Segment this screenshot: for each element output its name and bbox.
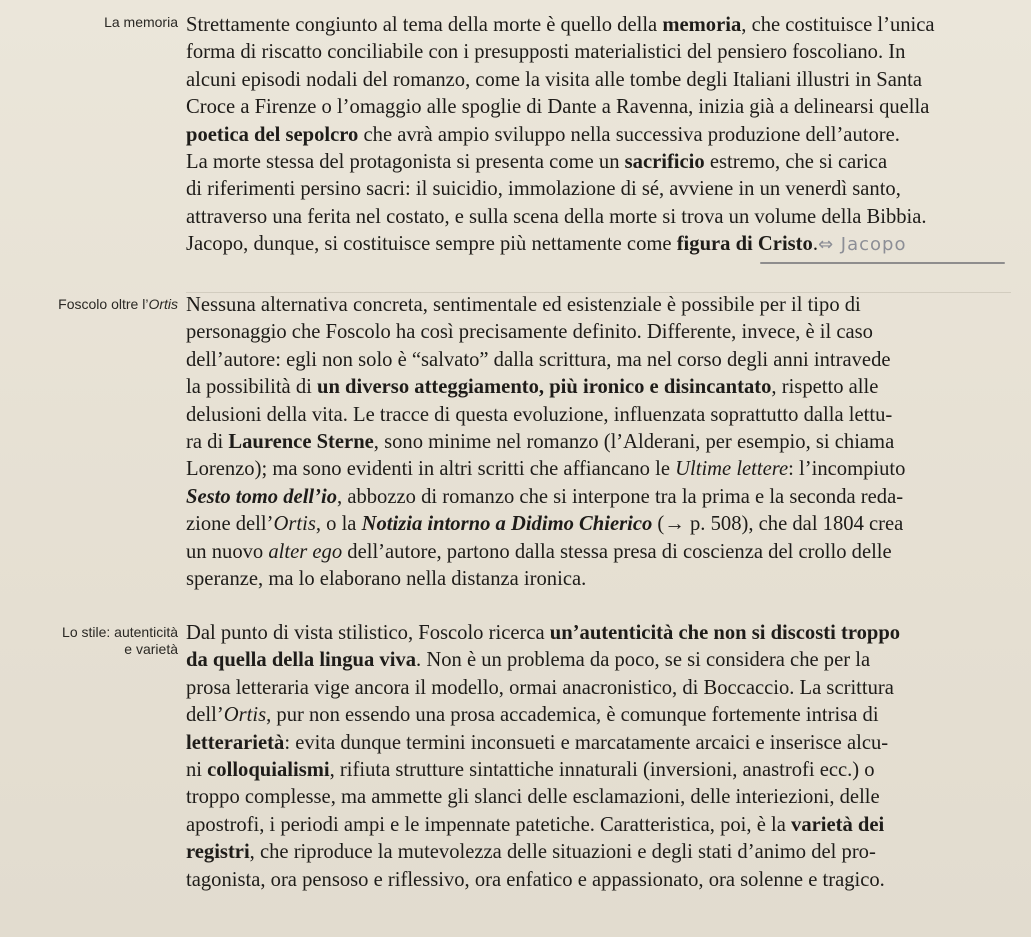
text-line: la possibilità di un diverso atteggiamento, più ironico e disincantato, rispetto alle	[186, 376, 879, 399]
text-line: un nuovo alter ego dell’autore, partono dalla stessa presa di coscienza del crollo delle	[186, 540, 892, 563]
section-label	[0, 624, 178, 658]
label-line: Foscolo oltre l’Ortis	[58, 296, 178, 312]
text-line: forma di riscatto conciliabile con i presupposti materialistici del pensiero foscoliano. In	[186, 41, 906, 64]
text-line: di riferimenti persino sacri: il suicidio, immolazione di sé, avviene in un venerdì santo,	[186, 178, 901, 201]
handwritten-note: ⇔ Jacopo	[818, 234, 907, 256]
text-line: poetica del sepolcro che avrà ampio sviluppo nella successiva produzione dell’autore.	[186, 123, 900, 146]
text-line: alcuni episodi nodali del romanzo, come la visita alle tombe degli Italiani illustri in Santa	[186, 68, 923, 91]
text-line-content: Jacopo, dunque, si costituisce sempre più nettamente come figura di Cristo.	[186, 233, 818, 256]
section-label	[0, 296, 178, 313]
text-line: Strettamente congiunto al tema della morte è quello della memoria, che costituisce l’unica	[186, 14, 935, 36]
text-line: Nessuna alternativa concreta, sentimentale ed esistenziale è possibile per il tipo di	[186, 294, 861, 316]
text-line: ra di Laurence Sterne, sono minime nel romanzo (l’Alderani, per esempio, si chiama	[186, 431, 895, 454]
text-line: Lorenzo); ma sono evidenti in altri scritti che affiancano le Ultime lettere: l’incompiuto	[186, 458, 906, 481]
text-line: Sesto tomo dell’io, abbozzo di romanzo che si interpone tra la prima e la seconda reda-	[186, 485, 904, 508]
label-line: e varietà	[124, 641, 178, 657]
text-line: La morte stessa del protagonista si presenta come un sacrificio estremo, che si carica	[186, 151, 888, 174]
section-body	[186, 12, 1011, 259]
pencil-underline	[760, 262, 1005, 264]
section-body	[186, 620, 1011, 894]
text-line: da quella della lingua viva. Non è un problema da poco, se si considera che per la	[186, 649, 871, 672]
text-line: prosa letteraria vige ancora il modello, ormai anacronistico, di Boccaccio. La scrittura	[186, 676, 894, 699]
text-line: tagonista, ora pensoso e riflessivo, ora enfatico e appassionato, ora solenne e tragico.	[186, 868, 885, 891]
text-line: attraverso una ferita nel costato, e sulla scena della morte si trova un volume della Bibbia.	[186, 205, 927, 228]
text-line: ni colloquialismi, rifiuta strutture sintattiche innaturali (inversioni, anastrofi ecc.) o	[186, 759, 875, 782]
text-line: delusioni della vita. Le tracce di questa evoluzione, influenzata soprattutto dalla lettu-	[186, 403, 893, 426]
text-line: letterarietà: evita dunque termini inconsueti e marcatamente arcaici e inserisce alcu-	[186, 731, 889, 754]
text-line: dell’Ortis, pur non essendo una prosa accademica, è comunque fortemente intrisa di	[186, 704, 879, 727]
text-line: Dal punto di vista stilistico, Foscolo ricerca un’autenticità che non si discosti troppo	[186, 622, 901, 644]
text-line: registri, che riproduce la mutevolezza delle situazioni e degli stati d’animo del pro-	[186, 841, 876, 864]
text-line	[186, 231, 1011, 258]
section-body	[186, 292, 1011, 593]
text-line: dell’autore: egli non solo è “salvato” dalla scrittura, ma nel corso degli anni intravede	[186, 348, 891, 371]
section-label	[0, 14, 178, 31]
label-line: Lo stile: autenticità	[62, 624, 178, 640]
text-line: troppo complesse, ma ammette gli slanci delle esclamazioni, delle interiezioni, delle	[186, 786, 880, 809]
text-line: apostrofi, i periodi ampi e le impennate patetiche. Caratteristica, poi, è la varietà dei	[186, 813, 885, 836]
text-line: personaggio che Foscolo ha così precisamente definito. Differente, invece, è il caso	[186, 321, 873, 344]
text-line: Croce a Firenze o l’omaggio alle spoglie di Dante a Ravenna, inizia già a delinearsi quella	[186, 96, 930, 119]
label-line: La memoria	[104, 14, 178, 30]
text-line: zione dell’Ortis, o la Notizia intorno a Didimo Chierico (→ p. 508), che dal 1804 crea	[186, 513, 904, 536]
text-line: speranze, ma lo elaborano nella distanza ironica.	[186, 568, 587, 591]
